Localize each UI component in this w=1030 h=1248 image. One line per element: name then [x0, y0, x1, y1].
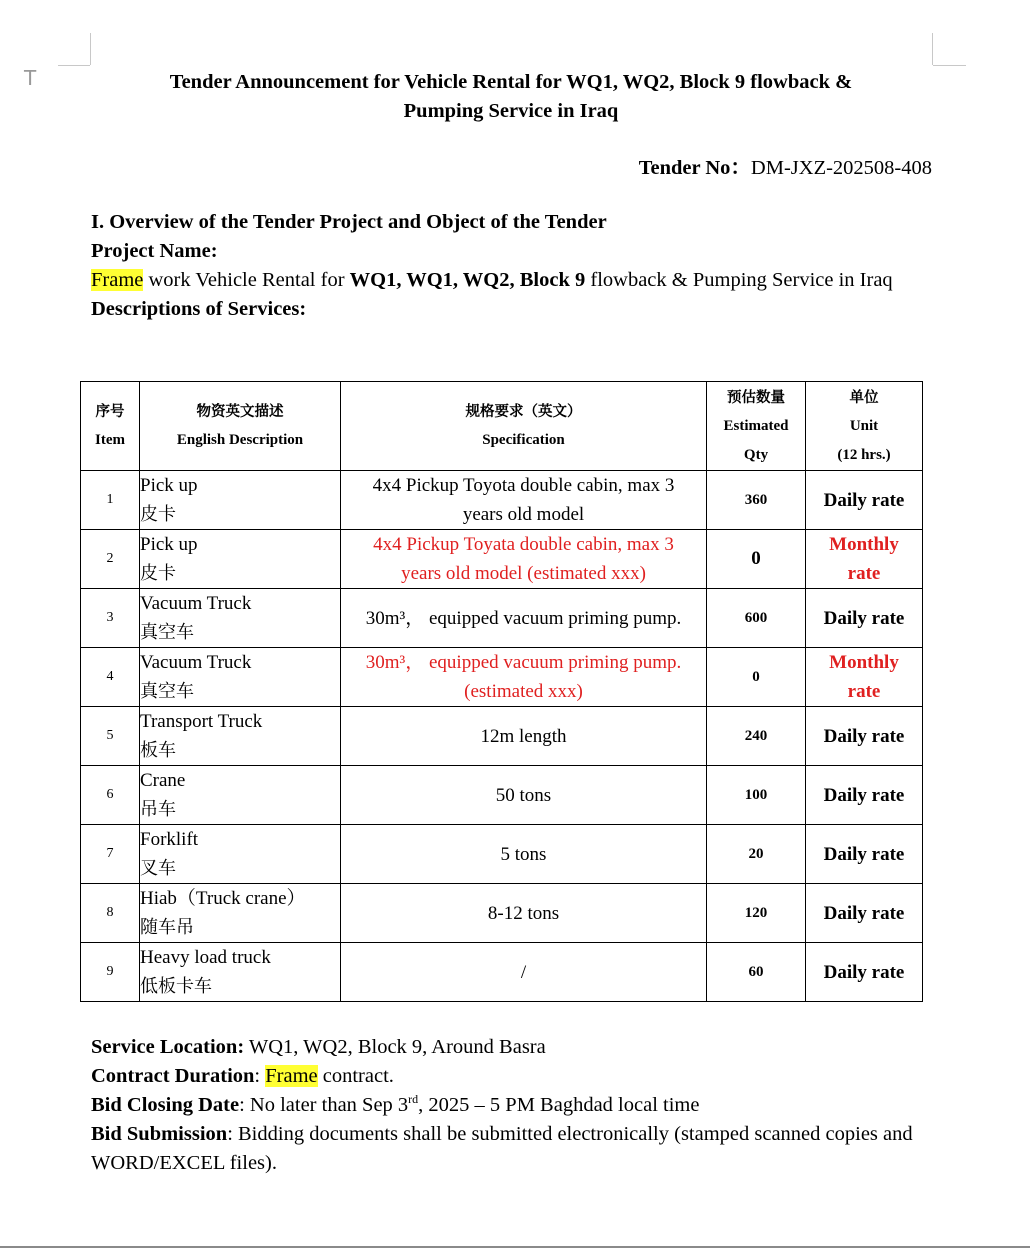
project-name-label: Project Name: — [91, 240, 218, 262]
tender-no-separator: ： — [730, 157, 751, 179]
services-table — [80, 381, 923, 1002]
cell-unit: Daily rate — [806, 589, 923, 648]
table-row — [81, 648, 923, 707]
cell-unit: Daily rate — [806, 943, 923, 1002]
cell-item: 8 — [81, 884, 140, 943]
cell-item: 3 — [81, 589, 140, 648]
cell-specification: 50 tons — [341, 766, 707, 825]
cell-quantity: 600 — [707, 589, 806, 648]
cell-specification: / — [341, 943, 707, 1002]
cell-item: 2 — [81, 530, 140, 589]
cell-quantity: 60 — [707, 943, 806, 1002]
cell-item: 7 — [81, 825, 140, 884]
table-row — [81, 530, 923, 589]
cell-unit: Daily rate — [806, 471, 923, 530]
cell-item: 9 — [81, 943, 140, 1002]
cell-quantity: 240 — [707, 707, 806, 766]
cell-item: 1 — [81, 471, 140, 530]
cell-description: Pick up 皮卡 — [140, 471, 341, 530]
cell-description: Vacuum Truck 真空车 — [140, 648, 341, 707]
contract-duration: Contract Duration: Frame contract. — [91, 1065, 394, 1087]
cell-quantity: 0 — [707, 648, 806, 707]
header-specification: 规格要求（英文） Specification — [341, 382, 707, 471]
highlighted-word: Frame — [91, 269, 144, 291]
title-line-2: Pumping Service in Iraq — [403, 100, 619, 122]
text-cursor-icon: T — [24, 66, 37, 90]
document-title — [90, 68, 932, 126]
cell-description: Crane 吊车 — [140, 766, 341, 825]
margin-corner-top-right — [932, 33, 933, 65]
header-description: 物资英文描述 English Description — [140, 382, 341, 471]
cell-specification: 5 tons — [341, 825, 707, 884]
cell-description: Heavy load truck 低板卡车 — [140, 943, 341, 1002]
cell-quantity: 360 — [707, 471, 806, 530]
descriptions-label: Descriptions of Services: — [91, 298, 307, 320]
table-header-row — [81, 382, 923, 471]
margin-corner-top-left — [90, 33, 91, 65]
overview-section — [91, 208, 939, 324]
tender-number — [639, 154, 932, 182]
project-name: Frame work Vehicle Rental for WQ1, WQ1, WQ2, Block 9 flowback & Pumping Service in Iraq — [91, 269, 893, 291]
margin-corner-top-right — [933, 65, 966, 66]
table-row — [81, 825, 923, 884]
bid-closing-date: Bid Closing Date: No later than Sep 3rd, 2025 – 5 PM Baghdad local time — [91, 1092, 700, 1116]
cell-unit: Monthly rate — [806, 530, 923, 589]
cell-unit: Daily rate — [806, 766, 923, 825]
cell-specification: 30m³， equipped vacuum priming pump. (estimated xxx) — [341, 648, 707, 707]
footer-section — [91, 1033, 939, 1178]
cell-description: Forklift 叉车 — [140, 825, 341, 884]
section-heading: I. Overview of the Tender Project and Object of the Tender — [91, 211, 607, 233]
cell-specification: 30m³， equipped vacuum priming pump. — [341, 589, 707, 648]
table-row — [81, 707, 923, 766]
title-line-1: Tender Announcement for Vehicle Rental for WQ1, WQ2, Block 9 flowback & — [169, 71, 853, 93]
cell-description: Vacuum Truck 真空车 — [140, 589, 341, 648]
cell-unit: Daily rate — [806, 825, 923, 884]
table-row — [81, 589, 923, 648]
table-row — [81, 766, 923, 825]
cell-item: 4 — [81, 648, 140, 707]
table-row — [81, 943, 923, 1002]
tender-no-label: Tender No — [638, 157, 731, 179]
bid-submission: Bid Submission: Bidding documents shall be submitted electronically (stamped scanned copies and WORD/EXCEL files). — [91, 1123, 913, 1174]
cell-unit: Daily rate — [806, 707, 923, 766]
cell-description: Transport Truck 板车 — [140, 707, 341, 766]
cell-specification: 4x4 Pickup Toyata double cabin, max 3 years old model (estimated xxx) — [341, 530, 707, 589]
cell-quantity: 20 — [707, 825, 806, 884]
cell-item: 6 — [81, 766, 140, 825]
table-row — [81, 884, 923, 943]
cell-item: 5 — [81, 707, 140, 766]
header-unit: 单位 Unit (12 hrs.) — [806, 382, 923, 471]
cell-specification: 8-12 tons — [341, 884, 707, 943]
cell-specification: 12m length — [341, 707, 707, 766]
cell-quantity: 120 — [707, 884, 806, 943]
header-item: 序号 Item — [81, 382, 140, 471]
cell-unit: Daily rate — [806, 884, 923, 943]
tender-no-value: DM-JXZ-202508-408 — [750, 157, 932, 179]
highlighted-word: Frame — [265, 1065, 318, 1087]
margin-corner-top-left — [58, 65, 90, 66]
cell-description: Hiab（Truck crane） 随车吊 — [140, 884, 341, 943]
table-row — [81, 471, 923, 530]
cell-quantity: 0 — [707, 530, 806, 589]
header-quantity: 预估数量 Estimated Qty — [707, 382, 806, 471]
service-location: Service Location: WQ1, WQ2, Block 9, Around Basra — [91, 1036, 546, 1058]
cell-specification: 4x4 Pickup Toyota double cabin, max 3 years old model — [341, 471, 707, 530]
cell-quantity: 100 — [707, 766, 806, 825]
cell-unit: Monthly rate — [806, 648, 923, 707]
cell-description: Pick up 皮卡 — [140, 530, 341, 589]
